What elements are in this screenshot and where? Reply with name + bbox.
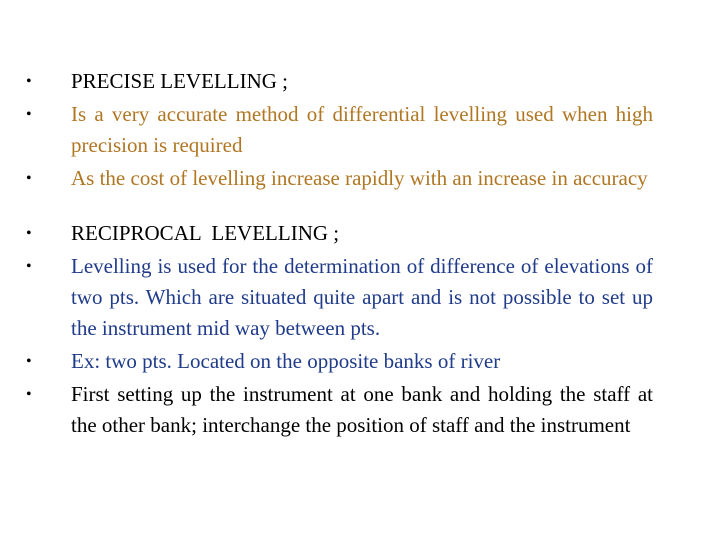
precise-point-1 — [26, 99, 653, 161]
point-text: Ex: two pts. Located on the opposite banks of river — [71, 349, 501, 373]
heading-reciprocal-levelling — [26, 218, 653, 249]
heading-precise-levelling — [26, 66, 653, 97]
bullet-icon: • — [26, 106, 32, 123]
point-text: First setting up the instrument at one bank and holding the staff at the other bank; interchange the position of staff and the instrument — [71, 382, 653, 437]
bullet-icon: • — [26, 170, 32, 187]
heading-term: PRECISE LEVELLING — [71, 69, 277, 93]
reciprocal-point-1 — [26, 251, 653, 344]
point-text: Is a very accurate method of differential levelling used when high precision is required — [71, 102, 653, 157]
bullet-icon: • — [26, 386, 32, 403]
heading-suffix: ; — [328, 221, 340, 245]
reciprocal-point-2 — [26, 346, 653, 377]
bullet-icon: • — [26, 258, 32, 275]
point-text: Levelling is used for the determination of difference of elevations of two pts. Which are situated quite apart and is not possible to set up the instrument mid way between pts. — [71, 254, 653, 340]
precise-point-2 — [26, 163, 653, 194]
bullet-icon: • — [26, 225, 32, 242]
bullet-icon: • — [26, 73, 32, 90]
section-spacer — [26, 196, 653, 218]
heading-suffix: ; — [276, 69, 288, 93]
bullet-list — [26, 66, 653, 443]
reciprocal-point-3 — [26, 379, 653, 441]
point-text: As the cost of levelling increase rapidly with an increase in accuracy — [71, 166, 648, 190]
bullet-icon: • — [26, 353, 32, 370]
heading-term: RECIPROCAL LEVELLING — [71, 221, 329, 245]
